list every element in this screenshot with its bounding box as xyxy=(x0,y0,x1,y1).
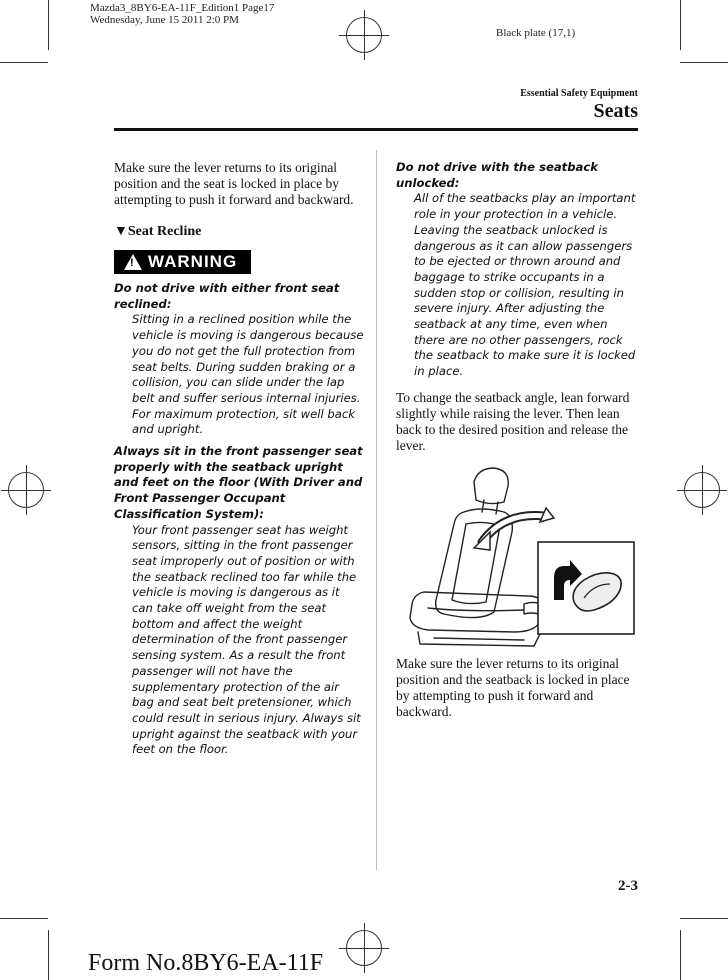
warning2-title: Always sit in the front passenger seat properly with the seatback upright and feet on the floor (With Driver and Front Passenger Occupant Classification System): xyxy=(114,444,363,521)
header-rule xyxy=(114,128,638,131)
warning-label: WARNING xyxy=(148,252,238,271)
crop-mark-top-left-h xyxy=(0,62,48,63)
warning3-body: All of the seatbacks play an important role in your protection in a vehicle. Leaving the seatback unlocked is dangerous as it can allow passengers to be ejected or thrown around and baggage to strike occupants in a sudden stop or collision, resulting in severe injury. After adjusting the seatback at any time, even when there are no other passengers, rock the seatback to make sure it is locked in place. xyxy=(414,191,636,379)
seat-recline-heading-text: Seat Recline xyxy=(127,224,202,239)
page-title: Seats xyxy=(593,100,638,122)
crop-mark-bottom-right-h xyxy=(680,918,728,919)
warning1-body: Sitting in a reclined position while the vehicle is moving is dangerous because you do not get the full protection from seat belts. During sudden braking or a collision, you can slide under the lap belt and suffer serious internal injuries. For maximum protection, sit well back and upright. xyxy=(132,312,364,437)
registration-mark-bottom xyxy=(346,930,382,966)
outro-paragraph: Make sure the lever returns to its original position and the seatback is locked in place by attempting to push it forward and backward. xyxy=(396,656,630,719)
warning3-title: Do not drive with the seatback unlocked: xyxy=(396,160,598,190)
warning-badge xyxy=(114,250,251,274)
headrest-shape xyxy=(474,468,508,504)
right-column-outro xyxy=(396,656,640,720)
registration-mark-left xyxy=(8,472,44,508)
registration-mark-top xyxy=(346,17,382,53)
page-number: 2-3 xyxy=(618,878,638,894)
print-meta-line2: Wednesday, June 15 2011 2:0 PM xyxy=(90,14,239,26)
crop-mark-bottom-left-h xyxy=(0,918,48,919)
warning1-title: Do not drive with either front seat reclined: xyxy=(114,281,340,311)
column-divider xyxy=(376,150,377,870)
crop-mark-top-right-h xyxy=(680,62,728,63)
crop-mark-bottom-left-v xyxy=(48,930,49,980)
right-column xyxy=(396,160,640,454)
instruction-paragraph: To change the seatback angle, lean forward slightly while raising the lever. Then lean back to the desired position and release the lever. xyxy=(396,389,630,453)
seat-recline-illustration xyxy=(394,462,638,648)
plate-label: Black plate (17,1) xyxy=(496,27,576,39)
section-kicker: Essential Safety Equipment xyxy=(520,88,638,99)
left-column xyxy=(114,160,364,758)
recline-arrow-head-left xyxy=(474,532,490,550)
print-meta-line1: Mazda3_8BY6-EA-11F_Edition1 Page17 xyxy=(90,2,275,14)
warning-triangle-icon: ! xyxy=(124,254,142,270)
warning-badge-row xyxy=(114,250,364,275)
crop-mark-bottom-right-v xyxy=(680,930,681,980)
registration-mark-right xyxy=(684,472,720,508)
triangle-down-icon: ▼ xyxy=(114,224,128,239)
seat-recline-heading xyxy=(114,224,364,240)
crop-mark-top-right-v xyxy=(680,0,681,50)
warning2-body: Your front passenger seat has weight sensors, sitting in the front passenger seat improperly out of position or with the seatback reclined too far while the vehicle is moving is dangerous as it can take off weight from the seat bottom and affect the weight determination of the front passenger sensing system. As a result the front passenger will not have the supplementary protection of the air bag and seat belt pretensioner, which could result in serious injury. Always sit upright against the seatback with your feet on the floor. xyxy=(132,522,361,757)
form-number: Form No.8BY6-EA-11F xyxy=(88,950,324,976)
intro-paragraph: Make sure the lever returns to its original position and the seat is locked in place by attempting to push it forward and backward. xyxy=(114,160,354,207)
crop-mark-top-left-v xyxy=(48,0,49,50)
